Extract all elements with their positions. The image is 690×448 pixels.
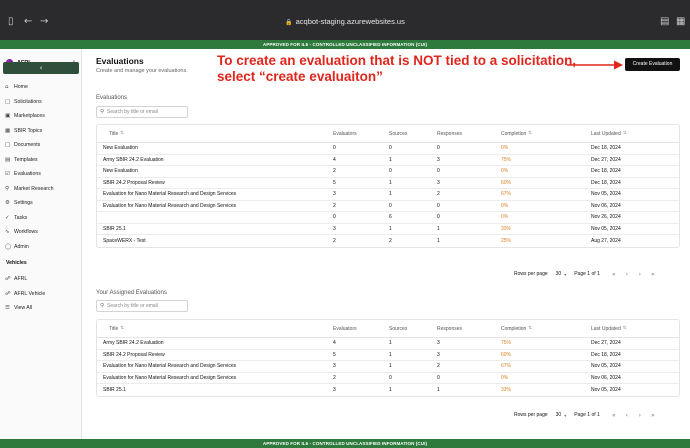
page-info: Page 1 of 1 — [574, 271, 600, 277]
chevron-left-icon: ‹ — [39, 64, 43, 72]
column-header-title[interactable] — [109, 320, 124, 337]
sidebar-item-label: Marketplaces — [14, 113, 45, 119]
sidebar-item-marketplaces[interactable] — [5, 111, 45, 121]
cell-responses: 1 — [437, 237, 440, 244]
column-header-evaluators[interactable] — [333, 125, 357, 142]
column-header-sources[interactable] — [389, 125, 407, 142]
column-header-label: Sources — [389, 130, 408, 137]
sidebar — [0, 49, 82, 439]
cell-completion: 67% — [501, 191, 512, 198]
rows-per-page-select[interactable] — [556, 412, 567, 418]
cell-completion: 0% — [501, 168, 509, 175]
evaluations-pagination — [514, 268, 658, 280]
cell-responses: 0 — [437, 202, 440, 209]
sidebar-item-label: Workflows — [14, 229, 38, 235]
collapse-sidebar-button[interactable] — [3, 62, 79, 74]
sidebar-item-admin[interactable] — [5, 242, 29, 252]
sidebar-item-vehicle-afrl[interactable] — [5, 274, 27, 284]
sort-icon[interactable]: ⇅ — [622, 131, 627, 136]
cell-sources: 1 — [389, 340, 392, 347]
sidebar-item-label: Tasks — [14, 214, 28, 221]
column-header-title[interactable] — [109, 125, 124, 142]
cell-responses: 0 — [437, 168, 440, 175]
evaluations-table — [96, 124, 680, 248]
address-bar[interactable] — [0, 17, 690, 28]
sidebar-icon[interactable]: ▯ — [8, 16, 14, 27]
cell-last-updated: Nov 06, 2024 — [591, 374, 621, 381]
cell-sources: 0 — [389, 202, 392, 209]
sidebar-item-evaluations[interactable] — [5, 169, 41, 179]
table-header — [97, 125, 679, 143]
cell-completion: 0% — [501, 202, 509, 209]
table-row[interactable] — [97, 201, 679, 213]
cell-sources: 0 — [389, 168, 392, 175]
page-subtitle: Create and manage your evaluations. — [96, 68, 188, 74]
annotation-line-2: select “create evaluaiton” — [217, 69, 383, 84]
cell-sources: 1 — [389, 351, 392, 358]
cell-last-updated: Dec 18, 2024 — [591, 145, 621, 152]
cell-evaluators: 0 — [333, 145, 336, 152]
sort-icon[interactable]: ⇅ — [622, 326, 627, 331]
cell-title: SBIR 24.2 Proposal Review — [103, 351, 165, 358]
cell-completion: 67% — [501, 363, 512, 370]
annotation-text — [217, 53, 576, 85]
sidebar-item-market-research[interactable] — [5, 184, 54, 194]
sidebar-item-vehicle-afrl-vehicle[interactable] — [5, 289, 45, 299]
cell-evaluators: 2 — [333, 237, 336, 244]
cell-completion: 0% — [501, 214, 509, 221]
cell-sources: 0 — [389, 145, 392, 152]
cell-completion: 25% — [501, 237, 512, 244]
topics-icon: ▦ — [5, 127, 11, 134]
cell-last-updated: Dec 27, 2024 — [591, 340, 621, 347]
browser-toolbar — [0, 0, 690, 40]
column-header-last-updated[interactable] — [591, 125, 627, 142]
rows-per-page-select[interactable] — [556, 271, 567, 277]
column-header-label: Responses — [437, 130, 463, 137]
table-row[interactable] — [97, 155, 679, 167]
table-row[interactable] — [97, 166, 679, 178]
column-header-label: Title — [109, 325, 119, 332]
cell-last-updated: Nov 05, 2024 — [591, 225, 621, 232]
sidebar-item-label: Market Research — [14, 185, 54, 192]
column-header-label: Last Updated — [591, 130, 621, 137]
sidebar-item-label: Admin — [14, 243, 29, 250]
cell-last-updated: Nov 05, 2024 — [591, 191, 621, 198]
sidebar-item-label: Solicitations — [14, 98, 42, 105]
table-row[interactable] — [97, 373, 679, 385]
store-icon: ▣ — [5, 113, 11, 119]
chevron-down-icon: ▾ — [564, 271, 567, 277]
rows-per-page-label: Rows per page — [514, 271, 548, 277]
cell-responses: 0 — [437, 145, 440, 152]
cell-responses: 0 — [437, 214, 440, 221]
sidebar-item-label: SBIR Topics — [14, 127, 43, 134]
sort-icon[interactable]: ⇅ — [120, 326, 125, 331]
cell-completion: 33% — [501, 225, 512, 232]
cell-sources: 1 — [389, 386, 392, 393]
sidebar-item-label: View All — [14, 305, 33, 311]
page-info: Page 1 of 1 — [574, 412, 600, 418]
cell-title: Evaluation for Nano Material Research and Design Services — [103, 374, 237, 381]
cell-responses: 1 — [437, 225, 440, 232]
table-row[interactable] — [97, 143, 679, 155]
cell-responses: 3 — [437, 156, 440, 163]
sidebar-item-label: Documents — [14, 142, 41, 148]
search-icon: ⚲ — [100, 303, 105, 309]
cell-completion: 0% — [501, 145, 509, 152]
cell-completion: 33% — [501, 386, 512, 393]
cell-evaluators: 5 — [333, 351, 336, 358]
classification-banner-bottom: APPROVED FOR IL5 - CONTROLLED UNCLASSIFIED INFORMATION (CUI) — [0, 439, 690, 448]
cell-sources: 1 — [389, 363, 392, 370]
column-header-label: Evaluators — [333, 130, 357, 137]
cell-responses: 3 — [437, 351, 440, 358]
cell-evaluators: 3 — [333, 386, 336, 393]
rows-per-page-value: 30 — [555, 412, 562, 418]
vehicle-icon: ☍ — [5, 276, 11, 282]
cell-last-updated: Dec 18, 2024 — [591, 179, 621, 186]
cell-last-updated: Dec 18, 2024 — [591, 351, 621, 358]
create-evaluation-button[interactable]: Create Evaluation — [625, 58, 680, 71]
column-header-completion[interactable] — [501, 320, 532, 337]
rows-per-page-value: 30 — [555, 271, 562, 277]
cell-completion: 75% — [501, 156, 512, 163]
sort-icon[interactable]: ⇅ — [528, 131, 533, 136]
cell-last-updated: Aug 27, 2024 — [591, 237, 621, 244]
cell-sources: 1 — [389, 191, 392, 198]
prev-page-icon[interactable]: ‹ — [625, 270, 628, 278]
last-page-icon[interactable]: » — [650, 411, 655, 419]
gear-icon: ⚙ — [5, 200, 10, 206]
cell-title: Evaluation for Nano Material Research and Design Services — [103, 202, 237, 209]
assigned-search[interactable] — [96, 300, 188, 312]
cell-completion: 60% — [501, 179, 512, 186]
annotation-arrow — [567, 59, 623, 71]
cell-title: New Evaluation — [103, 145, 138, 152]
url-text: acqbot-staging.azurewebsites.us — [295, 17, 405, 26]
search-icon: ⚲ — [100, 109, 105, 115]
cell-evaluators: 5 — [333, 179, 336, 186]
table-row[interactable] — [97, 338, 679, 350]
admin-icon: ◯ — [5, 243, 12, 250]
cell-sources: 2 — [389, 237, 392, 244]
cell-completion: 60% — [501, 351, 512, 358]
sidebar-item-home[interactable] — [5, 82, 28, 92]
table-row[interactable] — [97, 235, 679, 247]
check-icon: ☑ — [5, 171, 10, 177]
column-header-evaluators[interactable] — [333, 320, 357, 337]
reader-icon[interactable]: ▤ — [660, 16, 670, 27]
next-page-icon[interactable]: › — [638, 411, 641, 419]
cell-responses: 2 — [437, 191, 440, 198]
cell-title: Army SBIR 24.2 Evaluation — [103, 340, 164, 347]
column-header-responses[interactable] — [437, 125, 462, 142]
table-row[interactable] — [97, 212, 679, 224]
cell-title: SpaceWERX - Test — [103, 237, 146, 244]
column-header-responses[interactable] — [437, 320, 462, 337]
lock-icon: 🔒 — [285, 20, 293, 26]
column-header-last-updated[interactable] — [591, 320, 627, 337]
cell-responses: 3 — [437, 340, 440, 347]
rows-per-page-label: Rows per page — [514, 412, 548, 418]
cell-evaluators: 3 — [333, 225, 336, 232]
cell-responses: 2 — [437, 363, 440, 370]
first-page-icon[interactable]: « — [611, 411, 616, 419]
cell-sources: 6 — [389, 214, 392, 221]
cell-evaluators: 3 — [333, 363, 336, 370]
cell-title: Army SBIR 24.2 Evaluation — [103, 156, 164, 163]
column-header-label: Title — [109, 130, 119, 137]
main-content — [82, 49, 690, 439]
forward-icon[interactable]: → — [40, 16, 49, 27]
cell-title: SBIR 25.1 — [103, 386, 126, 393]
table-row[interactable] — [97, 350, 679, 362]
table-row[interactable] — [97, 384, 679, 396]
cell-last-updated: Nov 26, 2024 — [591, 214, 621, 221]
cell-last-updated: Nov 05, 2024 — [591, 386, 621, 393]
cell-title: Evaluation for Nano Material Research and Design Services — [103, 363, 237, 370]
home-icon: ⌂ — [5, 84, 9, 90]
template-icon: ▤ — [5, 156, 11, 163]
tasks-icon: ✓ — [5, 214, 10, 221]
file-icon: □ — [5, 142, 11, 148]
sidebar-item-solicitations[interactable] — [5, 97, 42, 107]
cell-last-updated: Dec 27, 2024 — [591, 156, 621, 163]
cell-sources: 0 — [389, 374, 392, 381]
sort-icon[interactable]: ⇅ — [120, 131, 125, 136]
workflow-icon: ∿ — [5, 229, 10, 235]
cell-completion: 75% — [501, 340, 512, 347]
chevron-down-icon: ▾ — [564, 412, 567, 418]
first-page-icon[interactable]: « — [611, 270, 616, 278]
sidebar-item-label: AFRL — [14, 276, 28, 282]
table-row[interactable] — [97, 361, 679, 373]
assigned-search-input[interactable] — [107, 303, 187, 309]
sidebar-item-workflows[interactable] — [5, 227, 38, 237]
annotation-line-1: To create an evaluation that is NOT tied to a solicitation, — [217, 53, 577, 68]
sidebar-item-label: Home — [14, 84, 28, 90]
column-header-label: Last Updated — [591, 325, 621, 332]
column-header-label: Responses — [437, 325, 463, 332]
cell-evaluators: 3 — [333, 191, 336, 198]
tabs-icon[interactable]: ▦ — [676, 16, 686, 27]
table-row[interactable] — [97, 178, 679, 190]
cell-responses: 0 — [437, 374, 440, 381]
cell-responses: 3 — [437, 179, 440, 186]
cell-sources: 1 — [389, 225, 392, 232]
evaluations-search-input[interactable] — [107, 109, 187, 115]
table-header — [97, 320, 679, 338]
cell-last-updated: Dec 18, 2024 — [591, 168, 621, 175]
evaluations-search[interactable] — [96, 106, 188, 118]
cell-title: Evaluation for Nano Material Research and Design Services — [103, 191, 237, 198]
sidebar-item-tasks[interactable] — [5, 213, 27, 223]
classification-banner-top: APPROVED FOR IL5 - CONTROLLED UNCLASSIFIED INFORMATION (CUI) — [0, 40, 690, 49]
sidebar-item-documents[interactable] — [5, 140, 40, 150]
back-icon[interactable]: ← — [24, 16, 33, 27]
evaluations-section-label: Evaluations — [96, 95, 128, 101]
column-header-label: Completion — [501, 130, 527, 137]
cell-title: SBIR 24.2 Proposal Review — [103, 179, 165, 186]
sidebar-item-sbir-topics[interactable] — [5, 126, 42, 136]
document-icon: □ — [5, 98, 11, 105]
page-title: Evaluations — [96, 56, 144, 66]
vehicle-icon: ☍ — [5, 290, 11, 297]
cell-evaluators: 4 — [333, 340, 336, 347]
sort-icon[interactable]: ⇅ — [528, 326, 533, 331]
cell-evaluators: 4 — [333, 156, 336, 163]
last-page-icon[interactable]: » — [650, 270, 655, 278]
table-row[interactable] — [97, 189, 679, 201]
table-row[interactable] — [97, 224, 679, 236]
cell-evaluators: 0 — [333, 214, 336, 221]
assigned-section-label: Your Assigned Evaluations — [96, 290, 167, 296]
column-header-label: Completion — [501, 325, 527, 332]
column-header-label: Sources — [389, 325, 408, 332]
search-icon: ⚲ — [5, 185, 10, 192]
cell-last-updated: Nov 05, 2024 — [591, 363, 621, 370]
list-icon: ☰ — [5, 305, 10, 311]
sidebar-item-label: Evaluations — [14, 171, 41, 177]
cell-completion: 0% — [501, 374, 509, 381]
assigned-pagination — [514, 409, 658, 421]
assigned-table — [96, 319, 680, 397]
column-header-completion[interactable] — [501, 125, 532, 142]
sidebar-item-label: Settings — [14, 200, 33, 206]
sidebar-item-label: AFRL Vehicle — [14, 290, 46, 297]
cell-last-updated: Nov 06, 2024 — [591, 202, 621, 209]
next-page-icon[interactable]: › — [638, 270, 641, 278]
cell-sources: 1 — [389, 156, 392, 163]
cell-responses: 1 — [437, 386, 440, 393]
column-header-sources[interactable] — [389, 320, 407, 337]
column-header-label: Evaluators — [333, 325, 357, 332]
cell-title: SBIR 25.1 — [103, 225, 126, 232]
sidebar-item-label: Templates — [14, 156, 38, 163]
sidebar-item-templates[interactable] — [5, 155, 38, 165]
cell-title: New Evaluation — [103, 168, 138, 175]
vehicles-heading: Vehicles — [6, 260, 27, 266]
prev-page-icon[interactable]: ‹ — [625, 411, 628, 419]
cell-sources: 1 — [389, 179, 392, 186]
cell-evaluators: 2 — [333, 168, 336, 175]
cell-evaluators: 2 — [333, 374, 336, 381]
sidebar-item-settings[interactable] — [5, 198, 33, 208]
sidebar-item-view-all[interactable] — [5, 303, 32, 313]
cell-evaluators: 2 — [333, 202, 336, 209]
